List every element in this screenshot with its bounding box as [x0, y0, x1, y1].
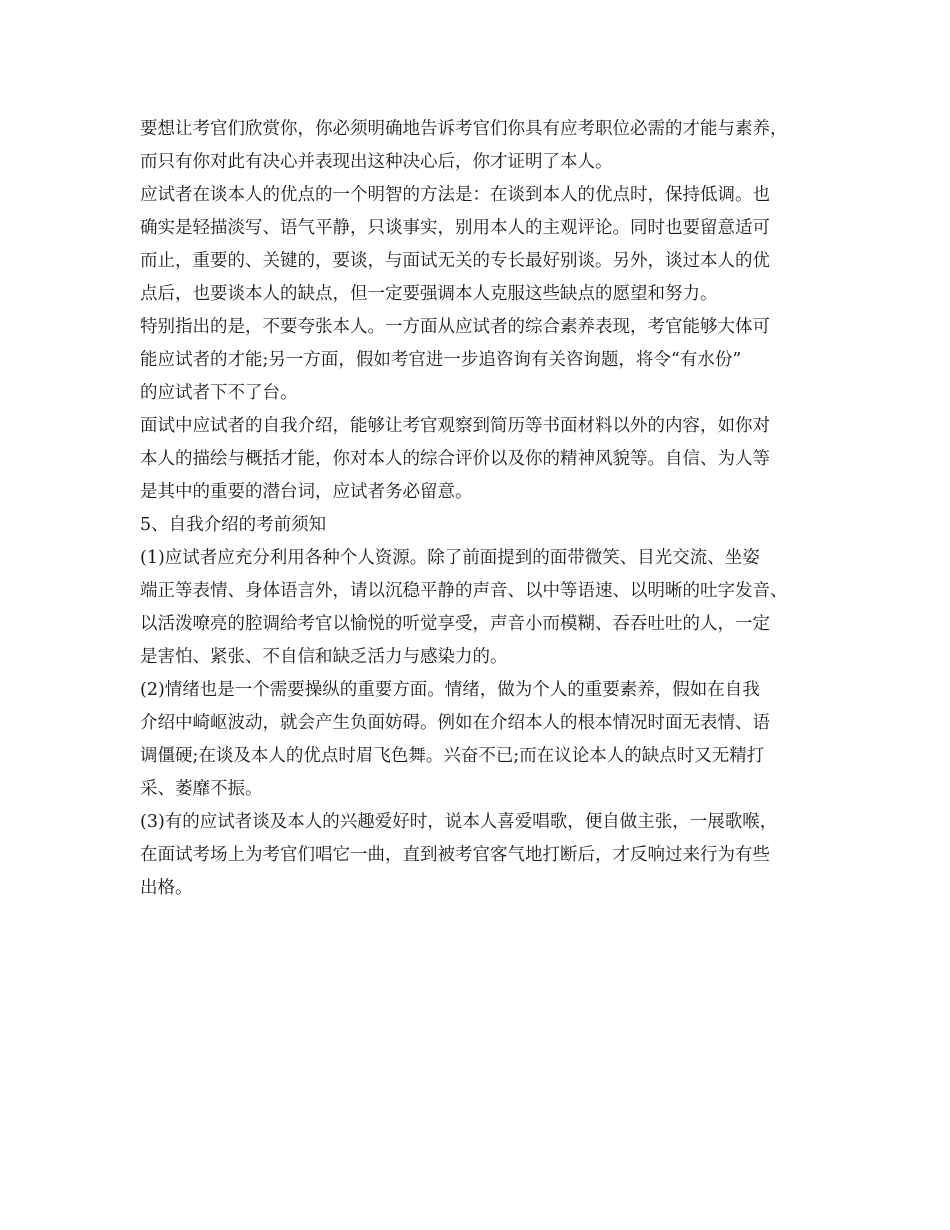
text-line: 特别指出的是，不要夸张本人。一方面从应试者的综合素养表现，考官能够大体可: [140, 317, 770, 337]
text-line: 要想让考官们欣赏你，你必须明确地告诉考官们你具有应考职位必需的才能与素养，: [140, 119, 788, 139]
document-body: [140, 113, 830, 905]
section-heading: 5、自我介绍的考前须知: [140, 515, 327, 535]
text-line: 是其中的重要的潜台词，应试者务必留意。: [140, 482, 473, 502]
text-line: 应试者在谈本人的优点的一个明智的方法是：在谈到本人的优点时，保持低调。也: [140, 185, 770, 205]
text-line: 端正等表情、身体语言外，请以沉稳平静的声音、以中等语速、以明晰的吐字发音、: [140, 581, 788, 601]
text-line: 确实是轻描淡写、语气平静，只谈事实，别用本人的主观评论。同时也要留意适可: [140, 218, 770, 238]
text-line: 介绍中崎岖波动，就会产生负面妨碍。例如在介绍本人的根本情况时面无表情、语: [140, 713, 770, 733]
text-line: 是害怕、紧张、不自信和缺乏活力与感染力的。: [140, 647, 508, 667]
text-line: 调僵硬;在谈及本人的优点时眉飞色舞。兴奋不已;而在议论本人的缺点时又无精打: [140, 746, 765, 766]
text-line: 而只有你对此有决心并表现出这种决心后，你才证明了本人。: [140, 152, 613, 172]
text-line: (2)情绪也是一个需要操纵的重要方面。情绪，做为个人的重要素养，假如在自我: [140, 680, 760, 700]
text-line: 本人的描绘与概括才能，你对本人的综合评价以及你的精神风貌等。自信、为人等: [140, 449, 770, 469]
text-line: 的应试者下不了台。: [140, 383, 298, 403]
text-line: 在面试考场上为考官们唱它一曲，直到被考官客气地打断后，才反响过来行为有些: [140, 845, 770, 865]
text-line: 面试中应试者的自我介绍，能够让考官观察到简历等书面材料以外的内容，如你对: [140, 416, 770, 436]
text-line: 点后，也要谈本人的缺点，但一定要强调本人克服这些缺点的愿望和努力。: [140, 284, 718, 304]
text-line: 采、萎靡不振。: [140, 779, 263, 799]
text-line: (1)应试者应充分利用各种个人资源。除了前面提到的面带微笑、目光交流、坐姿: [140, 548, 760, 568]
text-line: 能应试者的才能;另一方面，假如考官进一步追咨询有关咨询题，将令“有水份”: [140, 350, 742, 370]
text-line: 以活泼嘹亮的腔调给考官以愉悦的听觉享受，声音小而模糊、吞吞吐吐的人，一定: [140, 614, 770, 634]
text-line: 而止，重要的、关键的，要谈，与面试无关的专长最好别谈。另外，谈过本人的优: [140, 251, 770, 271]
text-line: 出格。: [140, 878, 193, 898]
text-line: (3)有的应试者谈及本人的兴趣爱好时，说本人喜爱唱歌，便自做主张，一展歌喉，: [140, 812, 778, 832]
